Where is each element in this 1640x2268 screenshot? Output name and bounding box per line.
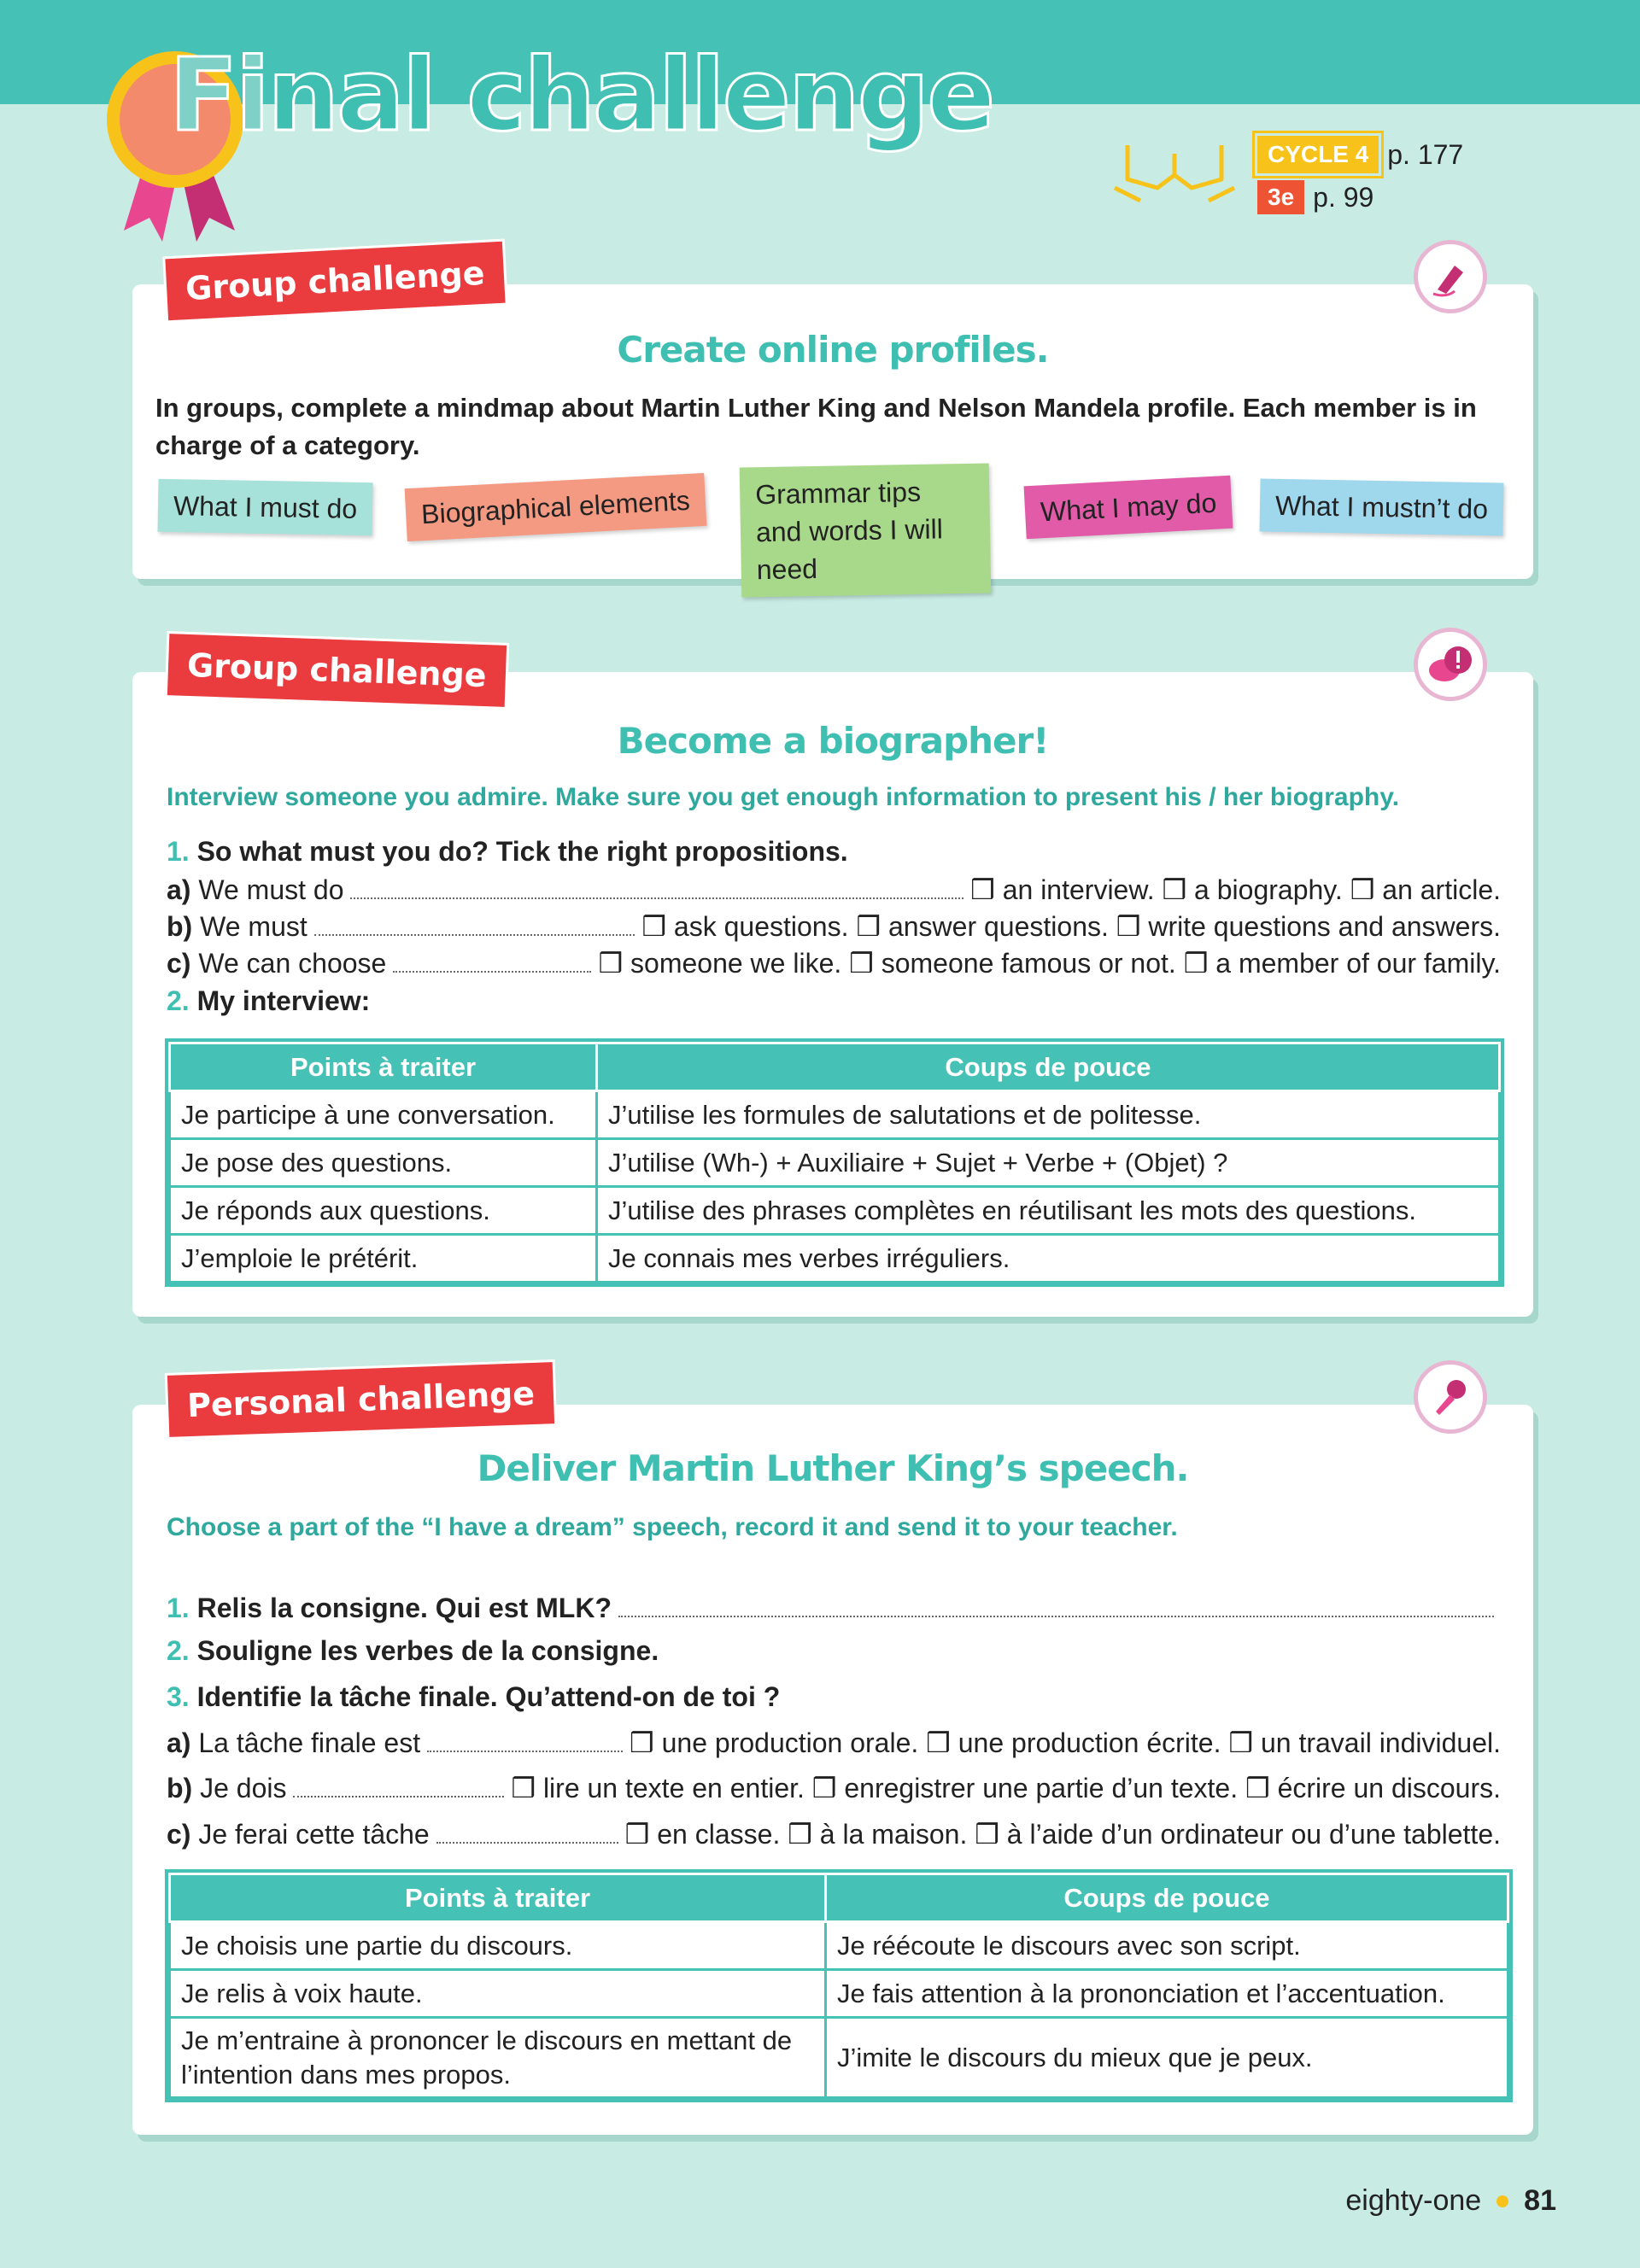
speech-bubble-icon [1414, 628, 1487, 701]
section-intro: In groups, complete a mindmap about Martin Luther King and Nelson Mandela profile. Each member is in charge of a category. [155, 393, 1477, 460]
page-footer [1345, 2184, 1556, 2218]
speech-card [132, 1374, 1533, 2135]
table-row: Je participe à une conversation. J’utilise les formules de salutations et de politesse. [170, 1091, 1500, 1139]
table-row: Je pose des questions. J’utilise (Wh-) + Auxiliaire + Sujet + Verbe + (Objet) ? [170, 1139, 1500, 1187]
section-intro: Choose a part of the “I have a dream” speech, record it and send it to your teacher. [167, 1513, 1178, 1541]
table-row: Je relis à voix haute. Je fais attention à la prononciation et l’accentuation. [170, 1970, 1508, 2018]
table-row: J’emploie le prétérit. Je connais mes verbes irréguliers. [170, 1235, 1500, 1283]
sticky-note: What I mustn’t do [1259, 479, 1503, 536]
section-tag: Group challenge [165, 242, 505, 321]
cycle-page: p. 177 [1387, 139, 1464, 170]
question-1: 1. So what must you do? Tick the right propositions. [167, 836, 848, 867]
option-row: b) We must ❒ ask questions. ❒ answer questions. ❒ write questions and answers. [167, 911, 1501, 942]
page-title: Final challenge [169, 36, 993, 154]
create-profiles-card [132, 254, 1533, 586]
speech-table: Points à traiter Coups de pouce Je choisis une partie du discours. Je réécoute le discours avec son script. Je relis à voix haute. Je fais attention à la prononciation et l’accentuation. Je m’entraine à prononcer le discours en mettant de l’intention dans mes propos. J’imite le discours du mieux que je peux. [168, 1873, 1509, 2099]
question-2: 2. My interview: [167, 985, 371, 1016]
option-row: a) We must do ❒ an interview. ❒ a biography. ❒ an article. [167, 874, 1501, 905]
microphone-icon [1414, 1360, 1487, 1434]
third-tag: 3e [1257, 180, 1304, 214]
option-row: c) Je ferai cette tâche ❒ en classe. ❒ à la maison. ❒ à l’aide d’un ordinateur ou d’une tablette. [167, 1819, 1501, 1850]
table-row: Je réponds aux questions. J’utilise des phrases complètes en réutilisant les mots des questions. [170, 1187, 1500, 1235]
section-title: Create online profiles. [617, 329, 1049, 371]
sticky-note: What I may do [1024, 476, 1233, 540]
cycle-tag: CYCLE 4 [1257, 136, 1379, 173]
interview-table: Points à traiter Coups de pouce Je participe à une conversation. J’utilise les formules de salutations et de politesse. Je pose des questions. J’utilise (Wh-) + Auxiliaire + Sujet + Verbe + (Objet) ? Je réponds aux questions. J’utilise des phrases complètes en réutilisant les mots des questions. J’emploie le prétérit. Je connais mes verbes irréguliers. [168, 1042, 1501, 1283]
table-row: Je choisis une partie du discours. Je réécoute le discours avec son script. [170, 1922, 1508, 1970]
bullet-dot-icon [1496, 2195, 1508, 2207]
table-row: Je m’entraine à prononcer le discours en mettant de l’intention dans mes propos. J’imite le discours du mieux que je peux. [170, 2018, 1508, 2098]
question-3: 3. Identifie la tâche finale. Qu’attend-on de toi ? [167, 1681, 781, 1712]
reference-box [1257, 133, 1463, 219]
option-row: a) La tâche finale est ❒ une production orale. ❒ une production écrite. ❒ un travail individuel. [167, 1727, 1501, 1758]
section-tag: Group challenge [167, 634, 507, 707]
page-word: eighty-one [1345, 2184, 1482, 2217]
section-title: Become a biographer! [617, 720, 1049, 762]
sticky-note: What I must do [157, 479, 372, 535]
option-row: b) Je dois ❒ lire un texte en entier. ❒ enregistrer une partie d’un texte. ❒ écrire un discours. [167, 1773, 1501, 1803]
section-intro: Interview someone you admire. Make sure you get enough information to present his / her biography. [167, 783, 1400, 811]
page-number: 81 [1524, 2184, 1556, 2217]
biographer-card [132, 646, 1533, 1317]
sticky-note: Biographical elements [405, 473, 707, 541]
section-tag: Personal challenge [167, 1362, 554, 1437]
question-1: 1. Relis la consigne. Qui est MLK? [167, 1590, 1501, 1626]
section-title: Deliver Martin Luther King’s speech. [477, 1447, 1189, 1489]
pen-icon [1414, 240, 1487, 313]
sticky-note: Grammar tips and words I will need [740, 463, 992, 597]
option-row: c) We can choose ❒ someone we like. ❒ someone famous or not. ❒ a member of our family. [167, 948, 1501, 979]
third-page: p. 99 [1313, 182, 1374, 213]
question-2: 2. Souligne les verbes de la consigne. [167, 1635, 659, 1666]
handshake-book-icon [1110, 128, 1239, 205]
